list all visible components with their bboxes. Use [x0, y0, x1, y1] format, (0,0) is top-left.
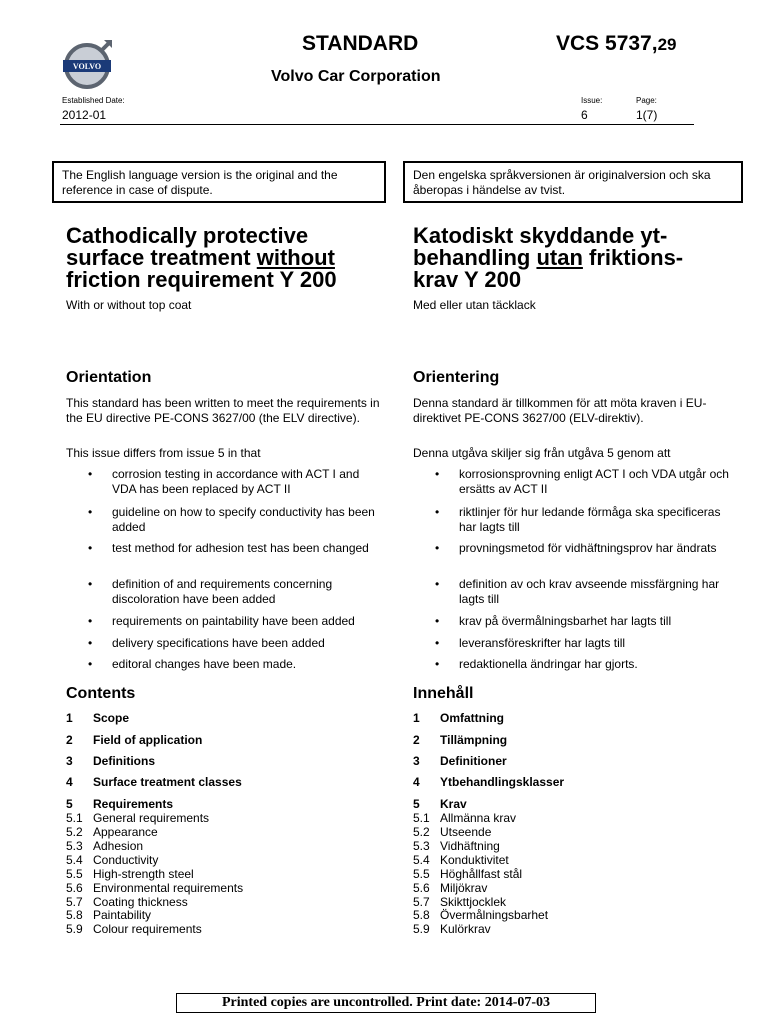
- toc-title: Appearance: [93, 825, 158, 839]
- toc-number: 3: [413, 754, 420, 768]
- toc-number: 4: [413, 775, 420, 789]
- english-title-line2: surface treatment without: [66, 245, 335, 270]
- toc-number: 5.7: [413, 895, 430, 909]
- established-value: 2012-01: [62, 108, 107, 122]
- swedish-subtitle: Med eller utan täcklack: [413, 298, 536, 312]
- bullet-text: provningsmetod för vidhäftningsprov har ändrats: [459, 541, 717, 555]
- toc-title: Scope: [93, 711, 130, 725]
- issue-label: Issue:: [581, 96, 603, 105]
- swedish-contents-heading: Innehåll: [413, 685, 474, 702]
- toc-number: 5.3: [413, 839, 430, 853]
- corporation-name: Volvo Car Corporation: [271, 68, 441, 85]
- toc-number: 2: [66, 733, 73, 747]
- bullet-text: riktlinjer för hur ledande förmåga ska specificeras har lagts till: [459, 505, 721, 534]
- english-orientation-heading: Orientation: [66, 369, 152, 386]
- issue-value: 6: [581, 108, 588, 122]
- document-type: STANDARD: [302, 32, 419, 55]
- bullet-icon: •: [435, 636, 440, 650]
- toc-title: Konduktivitet: [440, 853, 509, 867]
- bullet-icon: •: [88, 577, 93, 591]
- english-title: [66, 225, 386, 291]
- english-title-emphasis: without: [256, 245, 335, 270]
- english-title-line1: Cathodically protective: [66, 223, 309, 248]
- toc-title: Paintability: [93, 908, 152, 922]
- standard-code: [556, 32, 677, 56]
- swedish-orientation-paragraph: Denna standard är tillkommen för att möta kraven i EU-direktivet PE-CONS 3627/00 (ELV-direktiv).: [413, 396, 707, 425]
- bullet-text: editoral changes have been made.: [112, 657, 297, 671]
- toc-title: Krav: [440, 797, 467, 811]
- toc-number: 5.9: [66, 922, 83, 936]
- swedish-title: [413, 225, 753, 291]
- english-notice-box: The English language version is the original and the reference in case of dispute.: [52, 161, 386, 203]
- toc-title: Coating thickness: [93, 895, 188, 909]
- swedish-title-line3: krav Y 200: [413, 267, 522, 292]
- header-rule: [60, 124, 694, 125]
- swedish-orientation-heading: Orientering: [413, 369, 500, 386]
- toc-title: Kulörkrav: [440, 922, 491, 936]
- toc-number: 5.4: [413, 853, 430, 867]
- toc-number: 5.6: [66, 881, 83, 895]
- bullet-text: definition av och krav avseende missfärgning har lagts till: [459, 577, 720, 606]
- bullet-text: corrosion testing in accordance with ACT I and VDA has been replaced by ACT II: [112, 467, 360, 496]
- bullet-text: test method for adhesion test has been changed: [112, 541, 369, 555]
- bullet-icon: •: [88, 657, 93, 671]
- toc-number: 5.1: [413, 811, 430, 825]
- bullet-text: delivery specifications have been added: [112, 636, 325, 650]
- toc-title: Utseende: [440, 825, 492, 839]
- bullet-text: requirements on paintability have been added: [112, 614, 355, 628]
- logo-text: VOLVO: [72, 62, 102, 71]
- toc-title: Vidhäftning: [440, 839, 500, 853]
- toc-number: 2: [413, 733, 420, 747]
- bullet-icon: •: [88, 614, 93, 628]
- toc-number: 5.5: [413, 867, 430, 881]
- toc-title: Tillämpning: [440, 733, 508, 747]
- bullet-text: redaktionella ändringar har gjorts.: [459, 657, 638, 671]
- toc-number: 4: [66, 775, 73, 789]
- print-footer: Printed copies are uncontrolled. Print date: 2014-07-03: [176, 993, 596, 1013]
- bullet-icon: •: [88, 636, 93, 650]
- toc-title: Höghållfast stål: [440, 867, 523, 881]
- toc-title: Adhesion: [93, 839, 144, 853]
- bullet-icon: •: [435, 541, 440, 555]
- toc-number: 5: [413, 797, 420, 811]
- toc-title: General requirements: [93, 811, 210, 825]
- toc-number: 5.7: [66, 895, 83, 909]
- toc-title: Skikttjocklek: [440, 895, 507, 909]
- toc-number: 5.1: [66, 811, 83, 825]
- standard-code-revision: 29: [657, 35, 677, 54]
- toc-title: Environmental requirements: [93, 881, 244, 895]
- bullet-icon: •: [88, 541, 93, 555]
- swedish-title-line2: behandling utan friktions-: [413, 245, 684, 270]
- toc-number: 5.9: [413, 922, 430, 936]
- established-label: Established Date:: [62, 96, 125, 105]
- bullet-text: krav på övermålningsbarhet har lagts till: [459, 614, 672, 628]
- toc-title: Miljökrav: [440, 881, 488, 895]
- bullet-text: korrosionsprovning enligt ACT I och VDA utgår och ersätts av ACT II: [459, 467, 729, 496]
- swedish-title-line1: Katodiskt skyddande yt-: [413, 223, 668, 248]
- toc-number: 1: [413, 711, 420, 725]
- bullet-icon: •: [435, 505, 440, 519]
- english-title-line3: friction requirement Y 200: [66, 267, 337, 292]
- english-orientation-paragraph: This standard has been written to meet the requirements in the EU directive PE-CONS 3627/00 (the ELV directive).: [66, 396, 380, 425]
- bullet-icon: •: [435, 577, 440, 591]
- toc-number: 5.2: [413, 825, 430, 839]
- standard-code-main: VCS 5737,: [556, 32, 658, 55]
- bullet-icon: •: [88, 505, 93, 519]
- volvo-logo: [60, 38, 114, 92]
- toc-title: Allmänna krav: [440, 811, 517, 825]
- bullet-icon: •: [435, 657, 440, 671]
- toc-title: Conductivity: [93, 853, 159, 867]
- page-value: 1(7): [636, 108, 658, 122]
- page-label: Page:: [636, 96, 657, 105]
- swedish-title-emphasis: utan: [536, 245, 583, 270]
- toc-title: Colour requirements: [93, 922, 202, 936]
- toc-number: 5.4: [66, 853, 83, 867]
- toc-number: 5.8: [66, 908, 83, 922]
- toc-number: 5.6: [413, 881, 430, 895]
- toc-number: 5.8: [413, 908, 430, 922]
- bullet-icon: •: [435, 614, 440, 628]
- toc-title: Ytbehandlingsklasser: [440, 775, 565, 789]
- toc-title: Surface treatment classes: [93, 775, 242, 789]
- bullet-text: leveransföreskrifter har lagts till: [459, 636, 626, 650]
- toc-number: 5.3: [66, 839, 83, 853]
- toc-number: 5.5: [66, 867, 83, 881]
- toc-number: 3: [66, 754, 73, 768]
- toc-title: High-strength steel: [93, 867, 194, 881]
- toc-number: 5: [66, 797, 73, 811]
- english-subtitle: With or without top coat: [66, 298, 192, 312]
- toc-title: Omfattning: [440, 711, 504, 725]
- bullet-icon: •: [88, 467, 93, 481]
- bullet-text: definition of and requirements concerning discoloration have been added: [112, 577, 333, 606]
- english-orientation-intro: This issue differs from issue 5 in that: [66, 446, 261, 460]
- toc-title: Definitions: [93, 754, 155, 768]
- english-contents-heading: Contents: [66, 685, 136, 702]
- toc-title: Definitioner: [440, 754, 507, 768]
- toc-number: 5.2: [66, 825, 83, 839]
- swedish-orientation-intro: Denna utgåva skiljer sig från utgåva 5 genom att: [413, 446, 671, 460]
- bullet-icon: •: [435, 467, 440, 481]
- toc-number: 1: [66, 711, 73, 725]
- toc-title: Requirements: [93, 797, 174, 811]
- toc-title: Field of application: [93, 733, 203, 747]
- toc-title: Övermålningsbarhet: [440, 908, 549, 922]
- bullet-text: guideline on how to specify conductivity has been added: [112, 505, 375, 534]
- swedish-notice-box: Den engelska språkversionen är originalversion och ska åberopas i händelse av tvist.: [403, 161, 743, 203]
